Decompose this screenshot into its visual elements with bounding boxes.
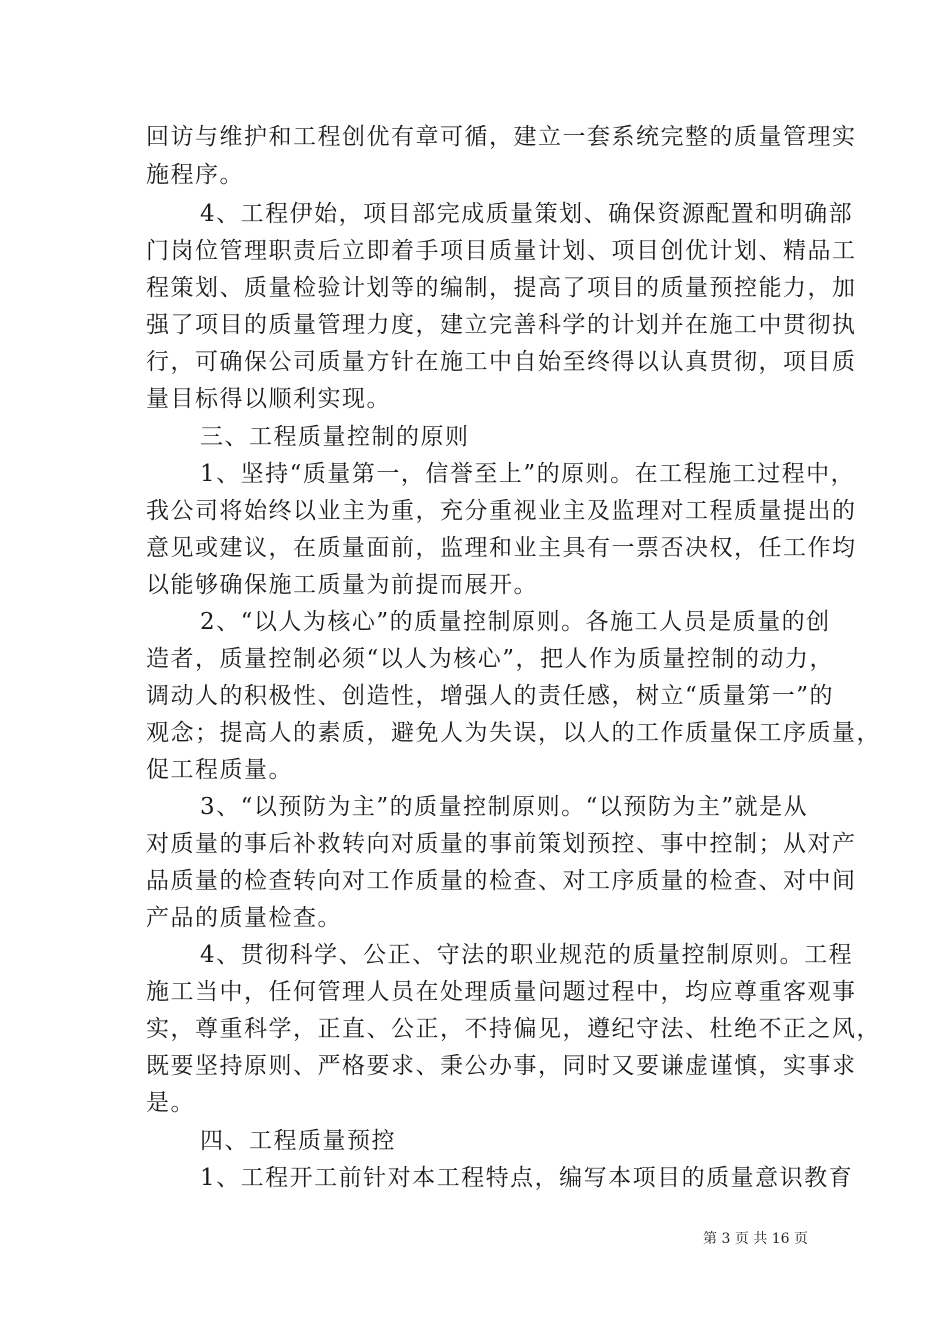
section-heading: 四、工程质量预控: [200, 1128, 396, 1154]
text-line: 施程序。: [146, 162, 244, 188]
text-line: 我公司将始终以业主为重，充分重视业主及监理对工程质量提出的: [146, 498, 857, 524]
text-line: 1、工程开工前针对本工程特点，编写本项目的质量意识教育: [200, 1165, 854, 1191]
text-line: 是。: [146, 1090, 195, 1116]
text-line: 量目标得以顺利实现。: [146, 386, 391, 412]
text-line: 意见或建议，在质量面前，监理和业主具有一票否决权，任工作均: [146, 535, 857, 561]
text-line: 产品的质量检查。: [146, 905, 342, 931]
text-line: 4、贯彻科学、公正、守法的职业规范的质量控制原则。工程: [200, 942, 854, 968]
text-line: 强了项目的质量管理力度，建立完善科学的计划并在施工中贯彻执: [146, 312, 857, 338]
text-line: 3、“以预防为主”的质量控制原则。“以预防为主”就是从: [200, 794, 809, 820]
text-line: 既要坚持原则、严格要求、秉公办事，同时又要谦虚谨慎，实事求: [146, 1053, 857, 1079]
text-line: 2、“以人为核心”的质量控制原则。各施工人员是质量的创: [200, 609, 831, 635]
section-heading: 三、工程质量控制的原则: [200, 424, 470, 450]
text-line: 以能够确保施工质量为前提而展开。: [146, 572, 538, 598]
text-line: 观念；提高人的素质，避免人为失误，以人的工作质量保工序质量，: [146, 720, 881, 746]
text-line: 实，尊重科学，正直、公正，不持偏见，遵纪守法、杜绝不正之风，: [146, 1016, 881, 1042]
text-line: 程策划、质量检验计划等的编制，提高了项目的质量预控能力，加: [146, 275, 857, 301]
text-line: 对质量的事后补救转向对质量的事前策划预控、事中控制；从对产: [146, 831, 857, 857]
page-number: 第 3 页 共 16 页: [703, 1231, 808, 1247]
text-line: 4、工程伊始，项目部完成质量策划、确保资源配置和明确部: [200, 201, 854, 227]
text-line: 促工程质量。: [146, 757, 293, 783]
text-line: 回访与维护和工程创优有章可循，建立一套系统完整的质量管理实: [146, 124, 857, 150]
text-line: 门岗位管理职责后立即着手项目质量计划、项目创优计划、精品工: [146, 238, 857, 264]
text-line: 造者，质量控制必须“以人为核心”，把人作为质量控制的动力，: [146, 646, 835, 672]
text-line: 施工当中，任何管理人员在处理质量问题过程中，均应尊重客观事: [146, 979, 857, 1005]
text-line: 品质量的检查转向对工作质量的检查、对工序质量的检查、对中间: [146, 868, 857, 894]
text-line: 调动人的积极性、创造性，增强人的责任感，树立“质量第一”的: [146, 683, 835, 709]
text-line: 行，可确保公司质量方针在施工中自始至终得以认真贯彻，项目质: [146, 349, 857, 375]
text-line: 1、坚持“质量第一，信誉至上”的原则。在工程施工过程中，: [200, 461, 856, 487]
